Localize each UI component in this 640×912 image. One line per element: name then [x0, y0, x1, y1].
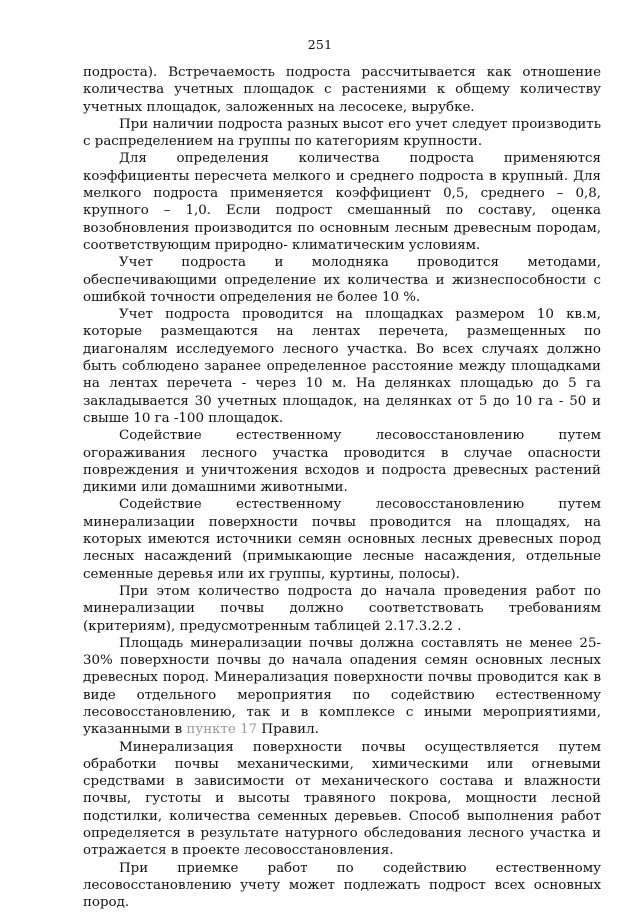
paragraph-7: Содействие естественному лесовосстановлению путем минерализации поверхности почвы проводится на площадях, на которых имеются источники семян основных лесных древесных пород лесных насаждений (примыкающие лесные насаждения, отдельные семенные деревья или их группы, куртины, полосы).: [83, 497, 601, 582]
document-body: [83, 64, 601, 912]
paragraph-3: Для определения количества подроста применяются коэффициенты пересчета мелкого и среднего подроста в крупный. Для мелкого подроста применяется коэффициент 0,5, среднего – 0,8, крупного – 1,0. Если подрост смешанный по составу, оценка возобновления производится по основным лесным древесным породам, соответствующим природно- климатическим условиям.: [83, 151, 601, 253]
paragraph-5: Учет подроста проводится на площадках размером 10 кв.м, которые размещаются на лентах перечета, размещенных по диагоналям исследуемого лесного участка. Во всех случаях должно быть соблюдено заранее определенное расстояние между площадками на лентах перечета - через 10 м. На делянках площадью до 5 га закладывается 30 учетных площадок, на делянках от 5 до 10 га - 50 и свыше 10 га -100 площадок.: [83, 307, 601, 426]
paragraph-9-text-before: Площадь минерализации почвы должна составлять не менее 25-30% поверхности почвы до начала опадения семян основных лесных древесных пород. Минерализация поверхности почвы проводится как в виде отдельного мероприятия по содействию естественному лесовосстановлению, так и в комплексе с иными мероприятиями, указанными в: [83, 635, 601, 738]
paragraph-6: Содействие естественному лесовосстановлению путем огораживания лесного участка проводится в случае опасности повреждения и уничтожения всходов и подроста древесных растений дикими или домашними животными.: [83, 428, 601, 496]
paragraph-4: Учет подроста и молодняка проводится методами, обеспечивающими определение их количества и жизнеспособности с ошибкой точности определения не более 10 %.: [83, 255, 601, 305]
rule-reference-link[interactable]: пункте 17: [186, 722, 258, 738]
paragraph-1: подроста). Встречаемость подроста рассчитывается как отношение количества учетных площадок с растениями к общему количеству учетных площадок, заложенных на лесосеке, вырубке.: [83, 65, 601, 115]
paragraph-2: При наличии подроста разных высот его учет следует производить с распределением на группы по категориям крупности.: [83, 116, 601, 150]
page-number: 251: [307, 37, 333, 52]
paragraph-11: При приемке работ по содействию естественному лесовосстановлению учету может подлежать подрост всех основных пород.: [83, 860, 601, 911]
paragraph-9: [83, 635, 601, 739]
paragraph-10: Минерализация поверхности почвы осуществляется путем обработки почвы механическими, химическими или огневыми средствами в зависимости от механического состава и влажности почвы, густоты и высоты травяного покрова, мощности лесной подстилки, количества семенных деревьев. Способ выполнения работ определяется в результате натурного обследования лесного участка и отражается в проекте лесовосстановления.: [83, 739, 601, 859]
paragraph-9-text-after: Правил.: [257, 722, 319, 738]
paragraph-8: При этом количество подроста до начала проведения работ по минерализации почвы должно соответствовать требованиям (критериям), предусмотренным таблицей 2.17.3.2.2 .: [83, 583, 601, 634]
